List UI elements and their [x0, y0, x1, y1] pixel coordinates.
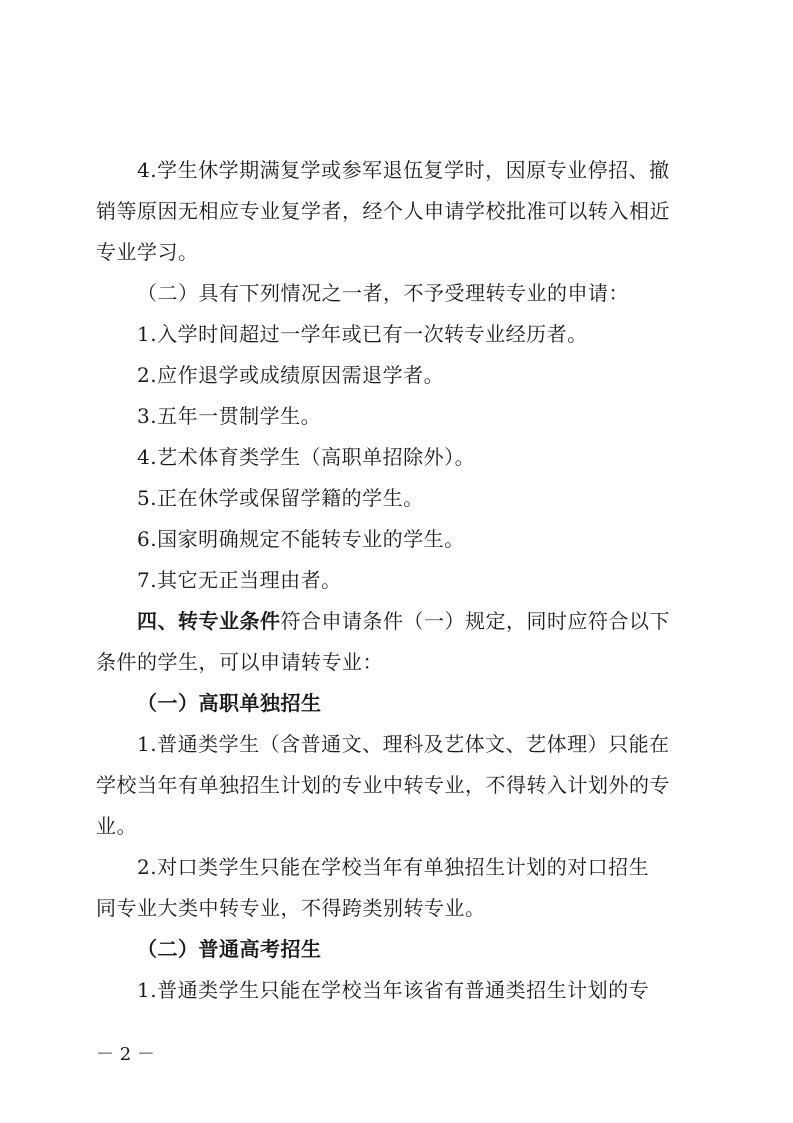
section-text: 符合申请条件（一）规定，同时应符合以下	[280, 609, 670, 633]
subsection-heading: （二）普通高考招生	[137, 937, 322, 961]
paragraph-line: 同专业大类中转专业，不得跨类别转专业。	[96, 896, 486, 920]
list-item: 6.国家明确规定不能转专业的学生。	[137, 527, 465, 551]
list-item: 1.入学时间超过一学年或已有一次转专业经历者。	[137, 322, 588, 346]
list-item: 5.正在休学或保留学籍的学生。	[137, 486, 424, 510]
paragraph-line: 专业学习。	[96, 240, 199, 264]
paragraph-line: 1.普通类学生只能在学校当年该省有普通类招生计划的专	[137, 978, 650, 1002]
subsection-heading: （一）高职单独招生	[137, 691, 322, 715]
paragraph-line: 业。	[96, 814, 137, 838]
subheading-line: （二）具有下列情况之一者，不予受理转专业的申请：	[137, 281, 629, 305]
list-item: 7.其它无正当理由者。	[137, 568, 342, 592]
list-item: 2.应作退学或成绩原因需退学者。	[137, 363, 445, 387]
list-item: 4.艺术体育类学生（高职单招除外）。	[137, 445, 476, 469]
page-number: － 2 －	[96, 1044, 155, 1065]
section-heading-line	[137, 605, 670, 634]
paragraph-line: 4.学生休学期满复学或参军退伍复学时，因原专业停招、撤	[137, 158, 670, 182]
section-heading: 四、转专业条件	[137, 609, 281, 633]
paragraph-line: 条件的学生，可以申请转专业：	[96, 650, 383, 674]
paragraph-line: 2.对口类学生只能在学校当年有单独招生计划的对口招生	[137, 855, 650, 879]
paragraph-line: 销等原因无相应专业复学者，经个人申请学校批准可以转入相近	[96, 199, 670, 223]
paragraph-line: 1.普通类学生（含普通文、理科及艺体文、艺体理）只能在	[137, 732, 670, 756]
paragraph-line: 学校当年有单独招生计划的专业中转专业，不得转入计划外的专	[96, 773, 670, 797]
list-item: 3.五年一贯制学生。	[137, 404, 322, 428]
